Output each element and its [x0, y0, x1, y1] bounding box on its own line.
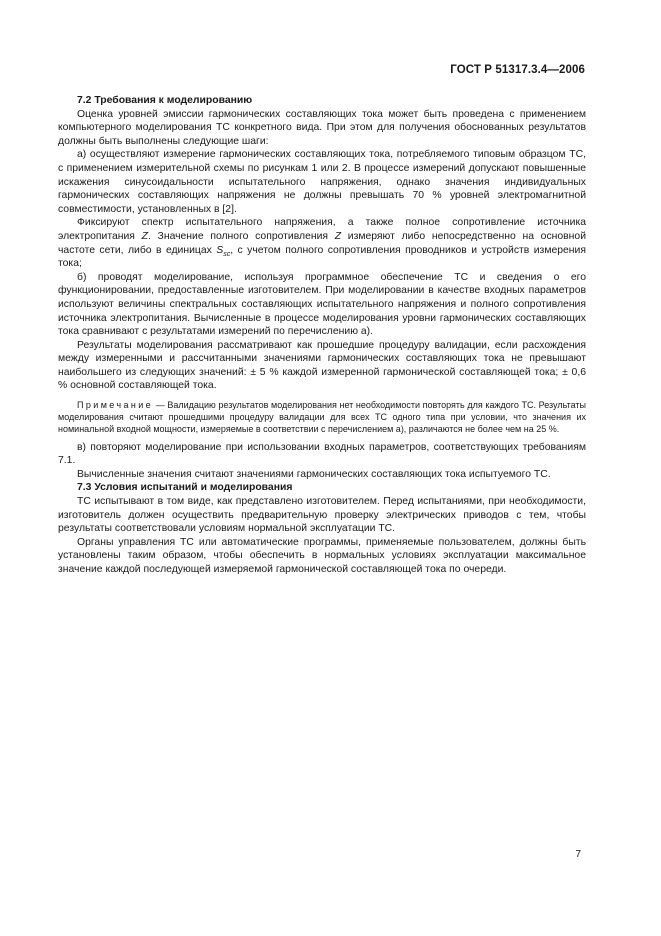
text-run: . Значение полного сопротивления	[147, 230, 335, 242]
paragraph-step-b: б) проводят моделирование, используя программное обеспечение ТС и сведения о его функционировании, предоставленные изготовителем. При моделировании в качестве входных параметров используют величины спектральных составляющих испытательного напряжения и полного сопротивления источника электропитания. Вычисленные в процессе моделирования уровни гармонических составляющих тока сравнивают с результатами измерений по перечислению а).	[58, 271, 586, 338]
paragraph-step-a: а) осуществляют измерение гармонических составляющих тока, потребляемого типовым образцом ТС, с применением измерительной схемы по рисункам 1 или 2. В процессе измерений допускают повышенные искажения синусоидальности испытательного напряжения, однако значения индивидуальных гармонических составляющих напряжения не должны превышать 70 % уровней электромагнитной совместимости, установленных в [2].	[58, 149, 586, 215]
paragraph-controls: Органы управления ТС или автоматические программы, применяемые пользователем, должны быть установлены таким образом, чтобы обеспечить в нормальных условиях эксплуатации максимальное значение каждой последующей измеряемой гармонической составляющей тока по очереди.	[58, 536, 586, 576]
page-number: 7	[575, 849, 581, 860]
paragraph-test-conditions: ТС испытывают в том виде, как представлено изготовителем. Перед испытаниями, при необходимости, изготовитель должен осуществить предварительную проверку электрических приводов с тем, чтобы результаты соответствовали условиям нормальной эксплуатации ТС.	[58, 496, 586, 535]
text-run: Фиксируют спектр испытательного напряжения, а также полное сопротивление источника электропитания	[58, 217, 586, 242]
section-7-3-heading: 7.3 Условия испытаний и моделирования	[77, 482, 293, 494]
note-text: — Валидацию результатов моделирования нет необходимости повторять для каждого ТС. Результаты моделирования считают прошедшими процедуру валидации для всех ТС одного типа при условии, что значения их номинальной входной мощности, измеряемые в соответствии с перечислением а), различаются не более чем на 25 %.	[58, 400, 586, 435]
note	[58, 399, 586, 436]
paragraph-spectrum	[58, 216, 586, 270]
document-body	[58, 94, 586, 577]
symbol-s: S	[216, 244, 224, 256]
note-label: Примечание	[77, 400, 154, 411]
text-run: , с учетом полного сопротивления проводников и устройств измерения тока;	[58, 244, 586, 270]
symbol-z: Z	[334, 230, 342, 242]
paragraph-validation: Результаты моделирования рассматривают как прошедшие процедуру валидации, если расхождения между измеренными и рассчитанными значениями гармонических составляющих тока не превышают наибольшего из следующих значений: ± 5 % каждой измеренной гармонической составляющей тока; ± 0,6 % основной составляющей тока.	[58, 339, 586, 392]
section-7-2-heading: 7.2 Требования к моделированию	[77, 95, 253, 106]
symbol-sc-subscript: sc	[223, 250, 231, 258]
paragraph-computed-values: Вычисленные значения считают значениями гармонических составляющих тока испытуемого ТС.	[77, 468, 551, 480]
paragraph-step-c: в) повторяют моделирование при использовании входных параметров, соответствующих требованиям 7.1.	[58, 441, 586, 467]
text-run: измеряют либо непосредственно на основной частоте сети, либо в единицах	[58, 230, 586, 256]
paragraph-intro: Оценка уровней эмиссии гармонических составляющих тока может быть проведена с применением компьютерного моделирования ТС конкретного вида. При этом для получения обоснованных результатов должны быть выполнены следующие шаги:	[58, 108, 586, 147]
document-id: ГОСТ Р 51317.3.4—2006	[450, 64, 585, 76]
symbol-z: Z	[141, 230, 148, 242]
